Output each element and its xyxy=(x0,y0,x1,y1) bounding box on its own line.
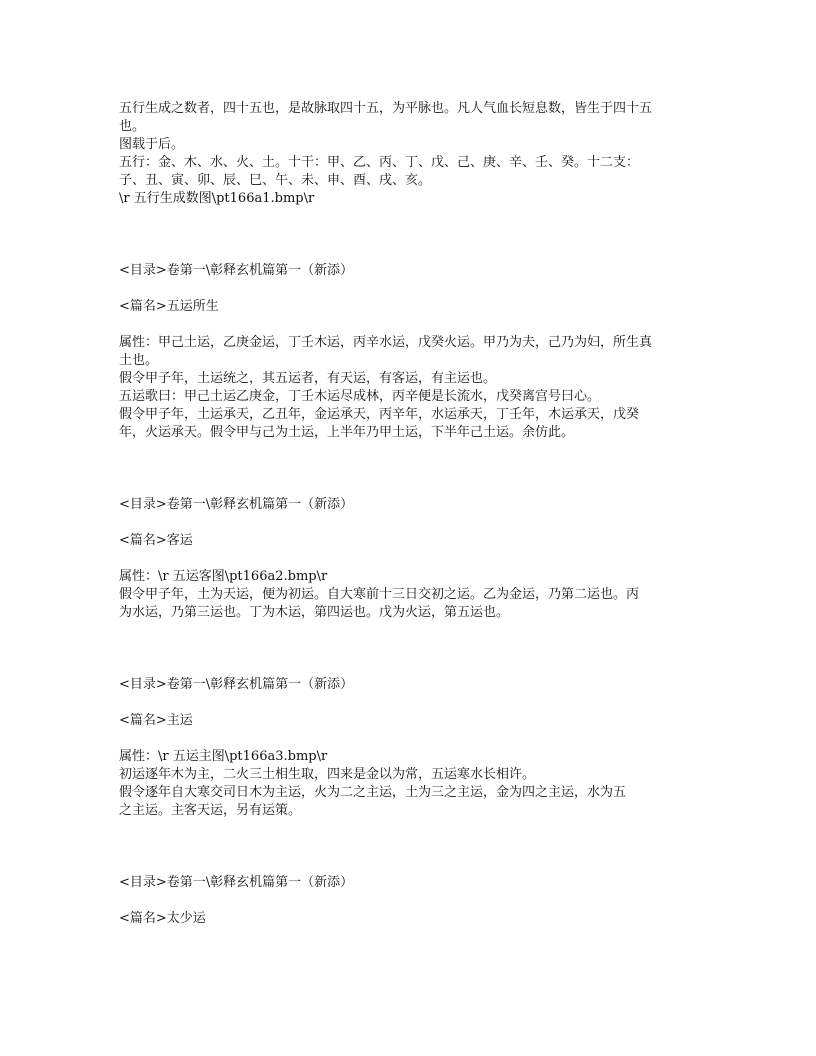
body-line: 五行：金、木、水、火、土。十干：甲、乙、丙、丁、戊、己、庚、辛、壬、癸。十二支： xyxy=(119,155,640,170)
chapter-title: <篇名>客运 xyxy=(119,533,193,548)
body-line: 土也。 xyxy=(119,353,159,368)
body-line: 假令甲子年，土为天运，便为初运。自大寒前十三日交初之运。乙为金运，乃第二运也。丙 xyxy=(119,587,640,602)
body-line: 属性：甲己土运，乙庚金运，丁壬木运，丙辛水运，戊癸火运。甲乃为夫，己乃为妇，所生真 xyxy=(119,335,653,350)
body-line: 图载于后。 xyxy=(119,137,185,152)
body-line: 假令逐年自大寒交司日木为主运，火为二之主运，土为三之主运，金为四之主运，水为五 xyxy=(119,785,627,800)
image-placeholder-text: 属性：\r 五运客图\pt166a2.bmp\r xyxy=(119,569,328,584)
chapter-title: <篇名>主运 xyxy=(119,713,193,728)
catalog-heading: <目录>卷第一\彰释玄机篇第一（新添） xyxy=(119,677,354,692)
body-line: 之主运。主客天运，另有运策。 xyxy=(119,803,302,818)
intro-section xyxy=(119,100,699,208)
chapter-title: <篇名>太少运 xyxy=(119,911,206,926)
body-line: 五行生成之数者，四十五也，是故脉取四十五，为平脉也。凡人气血长短息数，皆生于四十五 xyxy=(119,101,653,116)
catalog-heading: <目录>卷第一\彰释玄机篇第一（新添） xyxy=(119,263,354,278)
document-page xyxy=(119,100,699,928)
image-placeholder-text: \r 五行生成数图\pt166a1.bmp\r xyxy=(119,191,315,206)
body-line: 也。 xyxy=(119,119,146,134)
body-line: 五运歌曰：甲己土运乙庚金，丁壬木运尽成林，丙辛便是长流水，戊癸离宫号曰心。 xyxy=(119,389,601,404)
chapter-title: <篇名>五运所生 xyxy=(119,299,219,314)
image-placeholder-text: 属性：\r 五运主图\pt166a3.bmp\r xyxy=(119,749,328,764)
catalog-heading: <目录>卷第一\彰释玄机篇第一（新添） xyxy=(119,875,354,890)
chapter-section xyxy=(119,874,699,928)
body-line: 初运逐年木为主，二火三土相生取，四来是金以为常，五运寒水长相许。 xyxy=(119,767,536,782)
chapter-section xyxy=(119,262,699,442)
body-line: 子、丑、寅、卯、辰、巳、午、未、申、酉、戌、亥。 xyxy=(119,173,432,188)
chapter-section xyxy=(119,496,699,622)
body-line: 假令甲子年，土运统之，其五运者，有天运，有客运，有主运也。 xyxy=(119,371,497,386)
body-line: 为水运，乃第三运也。丁为木运，第四运也。戊为火运，第五运也。 xyxy=(119,605,510,620)
chapter-section xyxy=(119,676,699,820)
catalog-heading: <目录>卷第一\彰释玄机篇第一（新添） xyxy=(119,497,354,512)
body-line: 年，火运承天。假令甲与己为土运，上半年乃甲土运，下半年己土运。余仿此。 xyxy=(119,425,575,440)
body-line: 假令甲子年，土运承天，乙丑年，金运承天，丙辛年，水运承天，丁壬年，木运承天，戊癸 xyxy=(119,407,640,422)
